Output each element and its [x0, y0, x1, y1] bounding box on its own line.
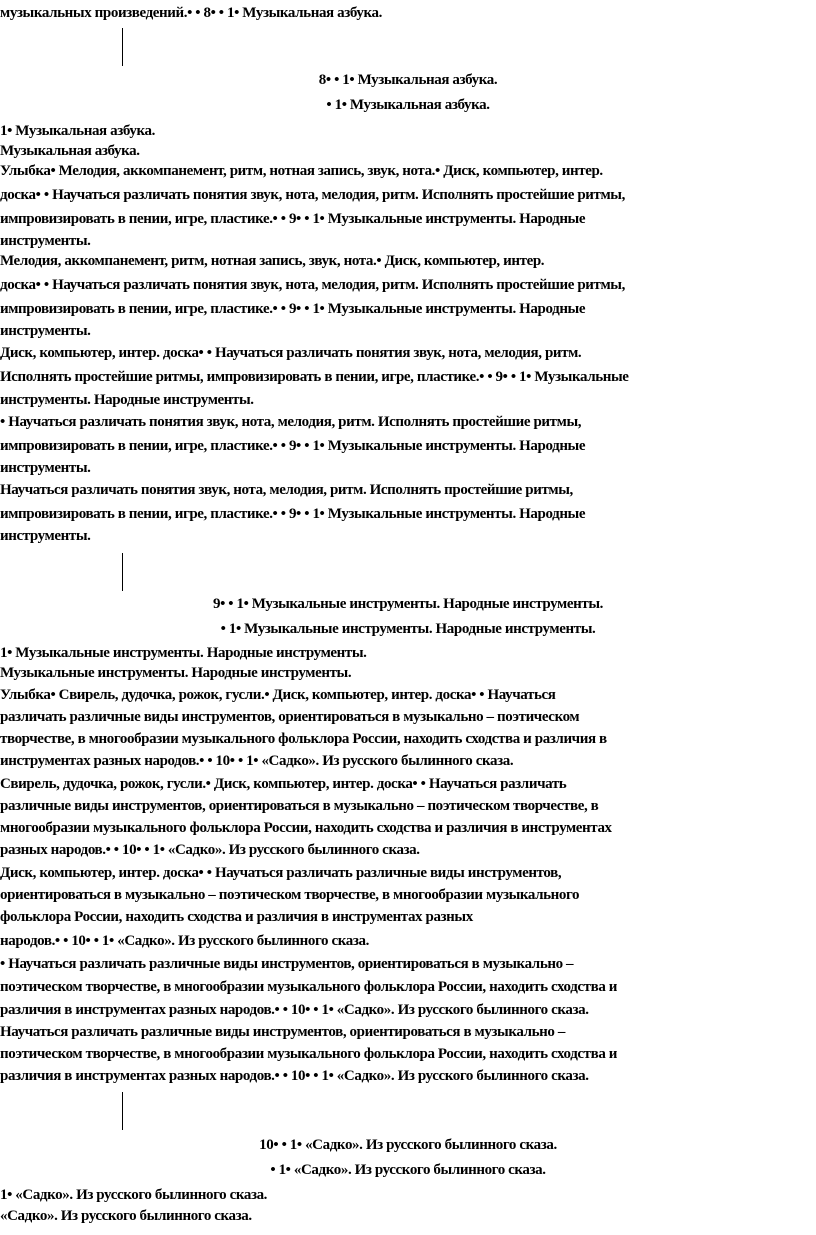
section3-header2: • 1• «Садко». Из русского былинного сказа. — [270, 1162, 546, 1178]
section3-line: 1• «Садко». Из русского былинного сказа. — [0, 1187, 268, 1203]
section2-line: Улыбка• Свирель, дудочка, рожок, гусли.• Диск, компьютер, интер. доска• • Научаться — [0, 687, 556, 703]
section1-line: инструменты. — [0, 528, 91, 544]
section2-header1: 9• • 1• Музыкальные инструменты. Народные инструменты. — [212, 596, 603, 612]
section1-line: импровизировать в пении, игре, пластике.• • 9• • 1• Музыкальные инструменты. Народные — [0, 211, 586, 227]
section2-line: фольклора России, находить сходства и различия в инструментах разных — [0, 909, 473, 925]
section2-line: ориентироваться в музыкально – поэтическом творчестве, в многообразии музыкального — [0, 887, 580, 903]
section3-line: «Садко». Из русского былинного сказа. — [0, 1208, 252, 1224]
section2-line: Музыкальные инструменты. Народные инструменты. — [0, 665, 352, 681]
section2-line: Научаться различать различные виды инструментов, ориентироваться в музыкально – — [0, 1024, 565, 1040]
section1-line: инструменты. — [0, 233, 91, 249]
section2-header2: • 1• Музыкальные инструменты. Народные инструменты. — [220, 621, 596, 637]
section1-line: доска• • Научаться различать понятия звук, нота, мелодия, ритм. Исполнять простейшие ритмы, — [0, 187, 625, 203]
section1-line: Научаться различать понятия звук, нота, мелодия, ритм. Исполнять простейшие ритмы, — [0, 482, 573, 498]
section1-line: Мелодия, аккомпанемент, ритм, нотная запись, звук, нота.• Диск, компьютер, интер. — [0, 253, 545, 269]
section1-line: инструменты. — [0, 460, 91, 476]
section1-line: импровизировать в пении, игре, пластике.• • 9• • 1• Музыкальные инструменты. Народные — [0, 438, 586, 454]
section2-line: многообразии музыкального фольклора России, находить сходства и различия в инструментах — [0, 820, 612, 836]
section2-line: различать различные виды инструментов, ориентироваться в музыкально – поэтическом — [0, 709, 580, 725]
divider-line — [122, 553, 123, 591]
section2-line: народов.• • 10• • 1• «Садко». Из русского былинного сказа. — [0, 933, 369, 949]
section1-header1: 8• • 1• Музыкальная азбука. — [318, 72, 498, 88]
top-line: музыкальных произведений.• • 8• • 1• Музыкальная азбука. — [0, 5, 382, 21]
section1-line: доска• • Научаться различать понятия звук, нота, мелодия, ритм. Исполнять простейшие ритмы, — [0, 277, 625, 293]
section1-line: 1• Музыкальная азбука. — [0, 123, 155, 139]
section2-line: 1• Музыкальные инструменты. Народные инструменты. — [0, 645, 367, 661]
divider-line — [122, 1092, 123, 1130]
section1-line: Улыбка• Мелодия, аккомпанемент, ритм, нотная запись, звук, нота.• Диск, компьютер, интер. — [0, 163, 603, 179]
section2-line: поэтическом творчестве, в многообразии музыкального фольклора России, находить сходства и — [0, 979, 618, 995]
section1-line: • Научаться различать понятия звук, нота, мелодия, ритм. Исполнять простейшие ритмы, — [0, 414, 582, 430]
section2-line: поэтическом творчестве, в многообразии музыкального фольклора России, находить сходства и — [0, 1046, 618, 1062]
section2-line: разных народов.• • 10• • 1• «Садко». Из русского былинного сказа. — [0, 842, 420, 858]
section1-header2: • 1• Музыкальная азбука. — [326, 97, 490, 113]
section1-line: импровизировать в пении, игре, пластике.• • 9• • 1• Музыкальные инструменты. Народные — [0, 506, 586, 522]
section1-line: Исполнять простейшие ритмы, импровизировать в пении, игре, пластике.• • 9• • 1• Музыкальные — [0, 369, 629, 385]
section1-line: инструменты. — [0, 323, 91, 339]
section3-header1: 10• • 1• «Садко». Из русского былинного сказа. — [259, 1137, 557, 1153]
divider-line — [122, 28, 123, 66]
section2-line: Свирель, дудочка, рожок, гусли.• Диск, компьютер, интер. доска• • Научаться различать — [0, 776, 567, 792]
section2-line: • Научаться различать различные виды инструментов, ориентироваться в музыкально – — [0, 956, 574, 972]
section1-line: Музыкальная азбука. — [0, 143, 140, 159]
section2-line: различия в инструментах разных народов.• • 10• • 1• «Садко». Из русского былинного сказа. — [0, 1068, 589, 1084]
section2-line: различные виды инструментов, ориентироваться в музыкально – поэтическом творчестве, в — [0, 798, 599, 814]
section2-line: различия в инструментах разных народов.• • 10• • 1• «Садко». Из русского былинного сказа. — [0, 1002, 589, 1018]
section1-line: инструменты. Народные инструменты. — [0, 392, 254, 408]
section1-line: Диск, компьютер, интер. доска• • Научаться различать понятия звук, нота, мелодия, ритм. — [0, 345, 582, 361]
section1-line: импровизировать в пении, игре, пластике.• • 9• • 1• Музыкальные инструменты. Народные — [0, 301, 586, 317]
section2-line: Диск, компьютер, интер. доска• • Научаться различать различные виды инструментов, — [0, 865, 562, 881]
section2-line: инструментах разных народов.• • 10• • 1• «Садко». Из русского былинного сказа. — [0, 753, 514, 769]
section2-line: творчестве, в многообразии музыкального фольклора России, находить сходства и различия в — [0, 731, 607, 747]
